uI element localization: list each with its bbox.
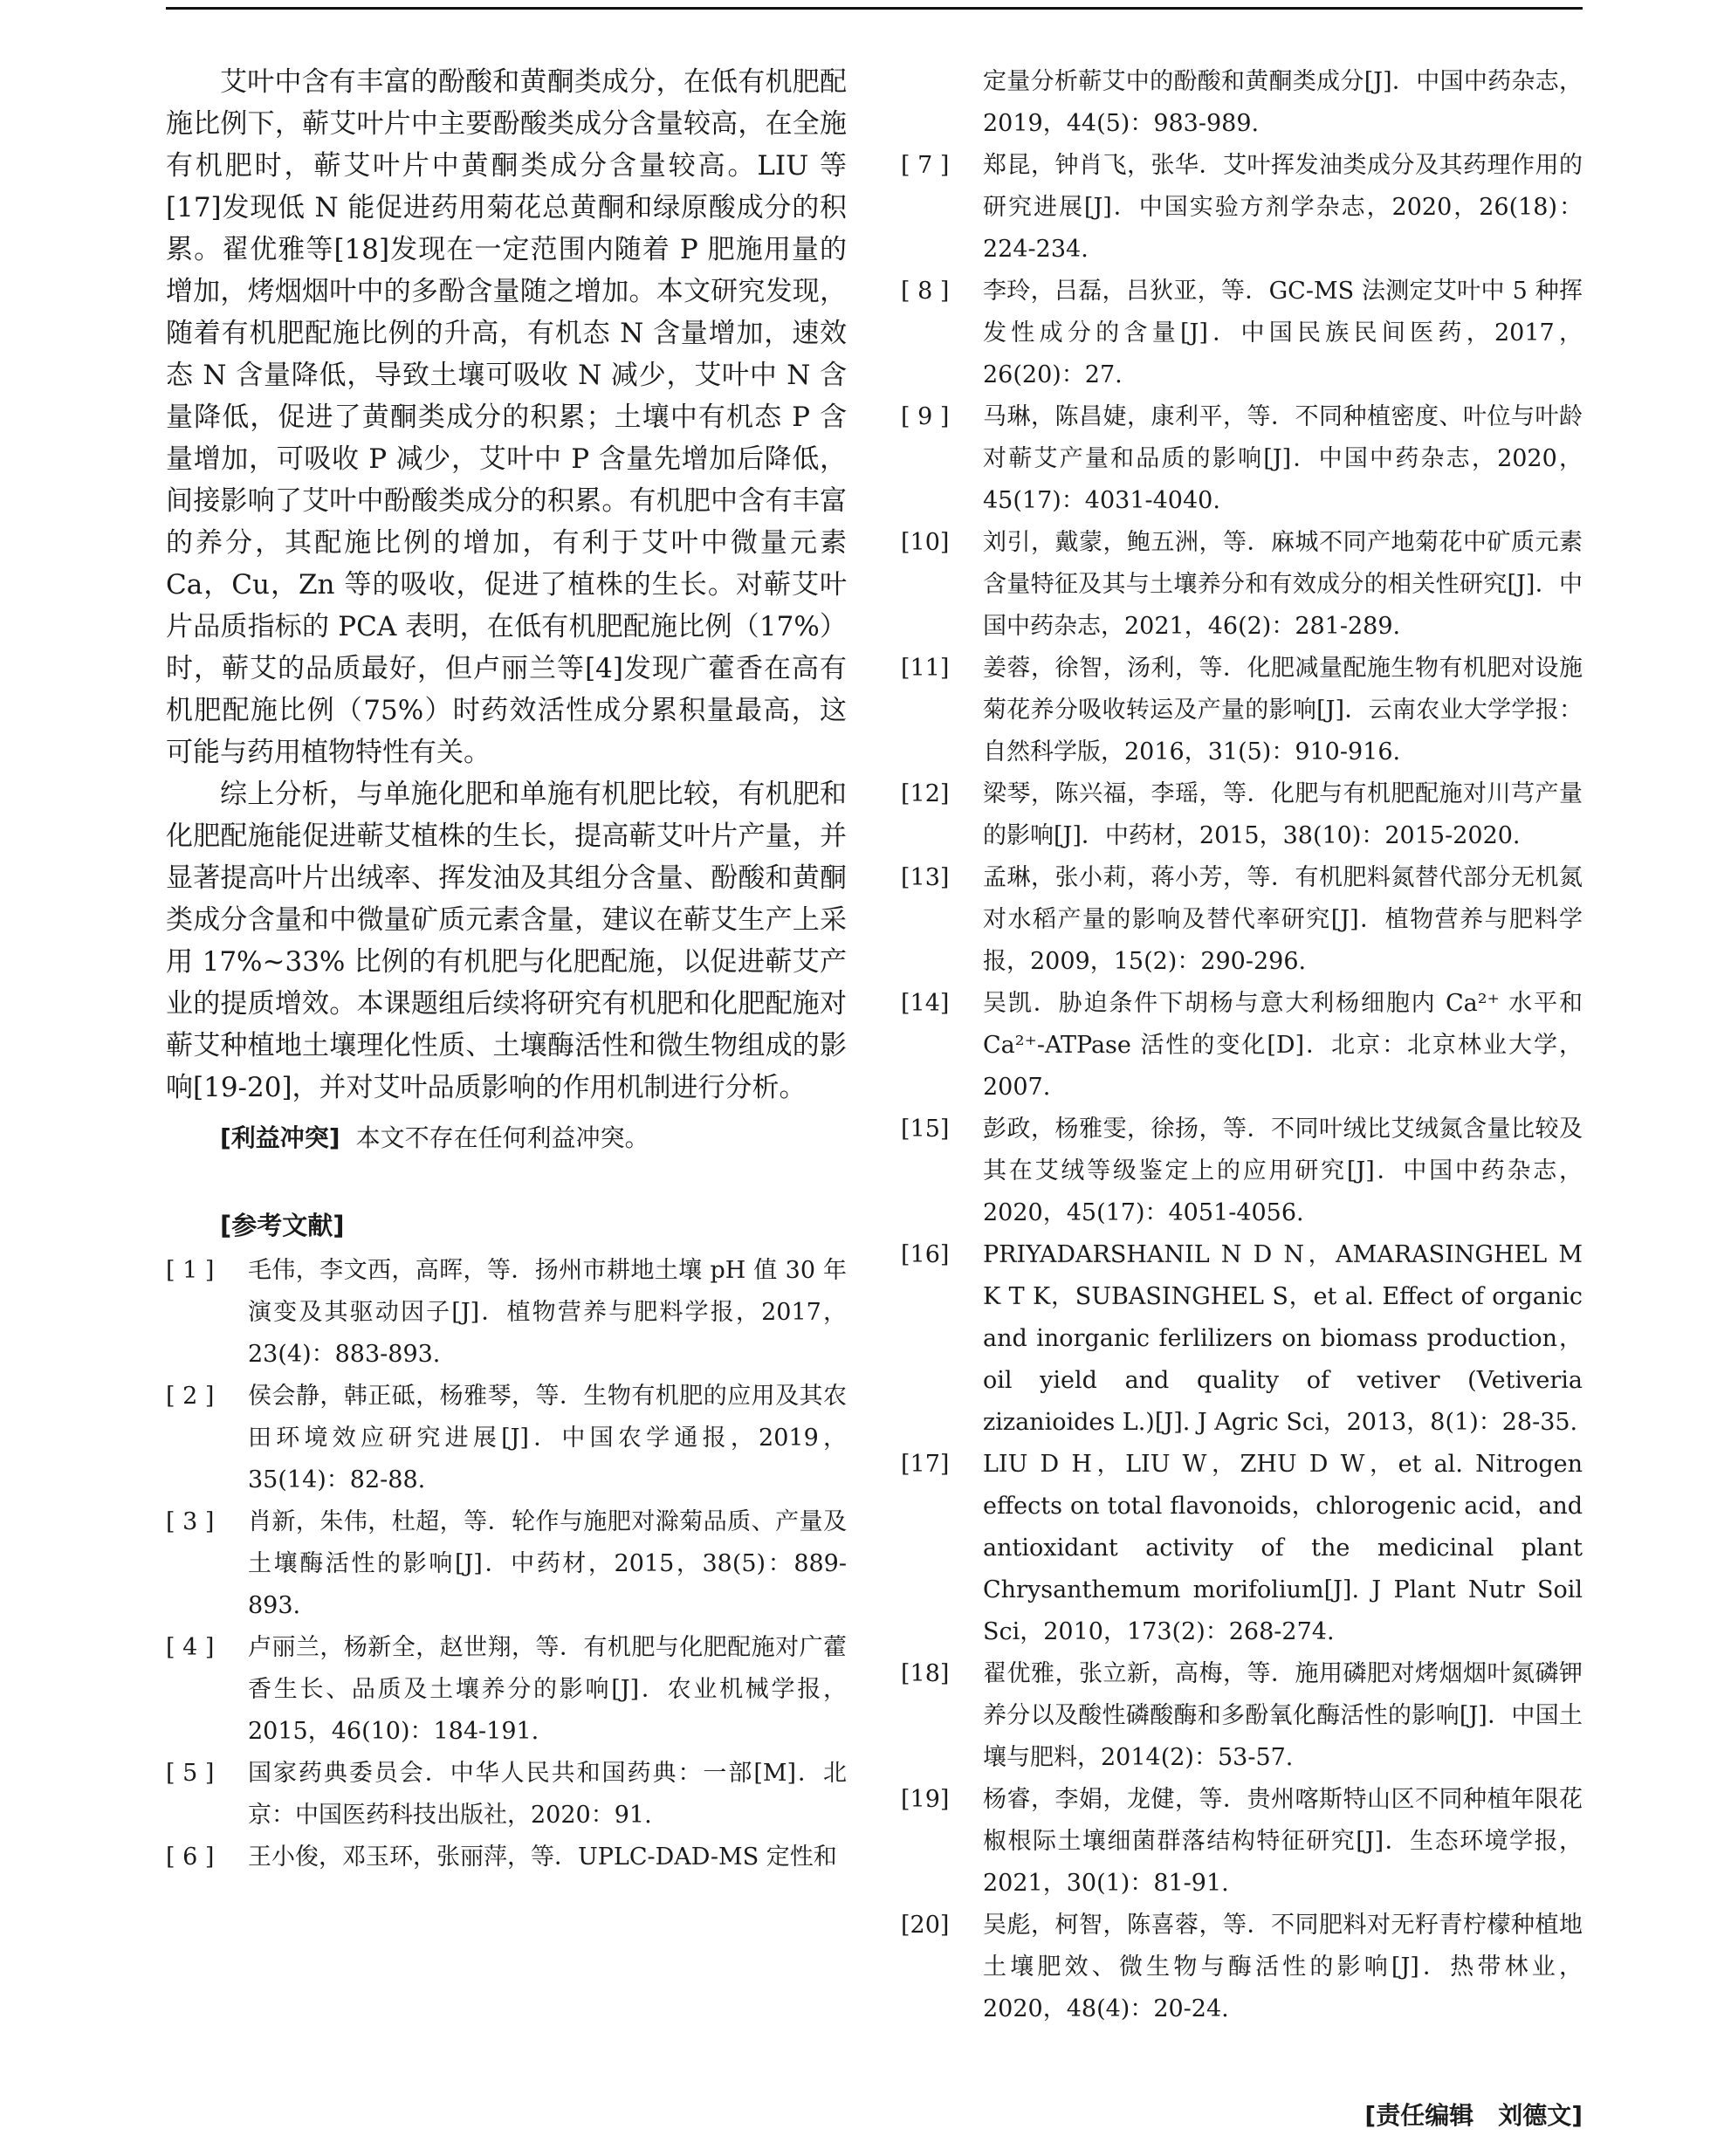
reference-text: 郑昆，钟肖飞，张华．艾叶挥发油类成分及其药理作用的研究进展[J]．中国实验方剂学杂志，2020，26(18)：224-234. [983, 152, 1583, 263]
reference-number: [15] [901, 1116, 950, 1143]
conflict-text: 本文不存在任何利益冲突。 [355, 1123, 649, 1152]
reference-item [901, 773, 1583, 857]
references-list-right [901, 61, 1583, 2030]
header-rule [166, 7, 1583, 10]
right-column [901, 61, 1583, 2030]
editor-credit: [责任编辑 刘德文] [1364, 2101, 1583, 2130]
reference-text: PRIYADARSHANIL N D N，AMARASINGHEL M K T K，SUBASINGHEL S，et al. Effect of organic and inorganic ferlilizers on biomass production，oil yield and quality of vetiver (Vetiveria zizanioides L.)[J]. J Agric Sci，2013，8(1)：28-35. [983, 1241, 1583, 1436]
reference-text: LIU D H，LIU W，ZHU D W，et al. Nitrogen effects on total flavonoids，chlorogenic acid，and antioxidant activity of the medicinal plant Chrysanthemum morifolium[J]. J Plant Nutr Soil Sci，2010，173(2)：268-274. [983, 1451, 1583, 1645]
reference-item [901, 1779, 1583, 1905]
reference-number: [ 8 ] [901, 278, 950, 305]
reference-text: 侯会静，韩正砥，杨雅琴，等．生物有机肥的应用及其农田环境效应研究进展[J]．中国农学通报，2019，35(14)：82-88. [248, 1383, 847, 1493]
reference-item [166, 1627, 847, 1753]
reference-item [166, 1376, 847, 1501]
reference-text: 毛伟，李文西，高晖，等．扬州市耕地土壤 pH 值 30 年演变及其驱动因子[J]．植物营养与肥料学报，2017，23(4)：883-893. [248, 1257, 847, 1368]
reference-item [166, 1837, 847, 1878]
reference-text: 刘引，戴蒙，鲍五洲，等．麻城不同产地菊花中矿质元素含量特征及其与土壤养分和有效成分的相关性研究[J]．中国中药杂志，2021，46(2)：281-289. [983, 529, 1583, 640]
references-list-left [166, 1250, 847, 1878]
reference-item [901, 145, 1583, 271]
references-heading: [参考文献] [220, 1211, 345, 1240]
reference-item [166, 1250, 847, 1376]
body-paragraph-1: 艾叶中含有丰富的酚酸和黄酮类成分，在低有机肥配施比例下，蕲艾叶片中主要酚酸类成分含量较高，在全施有机肥时，蕲艾叶片中黄酮类成分含量较高。LIU 等[17]发现低 N 能促进药用菊花总黄酮和绿原酸成分的积累。翟优雅等[18]发现在一定范围内随着 P 肥施用量的增加，烤烟烟叶中的多酚含量随之增加。本文研究发现，随着有机肥配施比例的升高，有机态 N 含量增加，速效态 N 含量降低，导致土壤可吸收 N 减少，艾叶中 N 含量降低，促进了黄酮类成分的积累；土壤中有机态 P 含量增加，可吸收 P 减少，艾叶中 P 含量先增加后降低，间接影响了艾叶中酚酸类成分的积累。有机肥中含有丰富的养分，其配施比例的增加，有利于艾叶中微量元素 Ca，Cu，Zn 等的吸收，促进了植株的生长。对蕲艾叶片品质指标的 PCA 表明，在低有机肥配施比例（17%）时，蕲艾的品质最好，但卢丽兰等[4]发现广藿香在高有机肥配施比例（75%）时药效活性成分累积量最高，这可能与药用植物特性有关。 [166, 66, 847, 768]
reference-number: [ 3 ] [166, 1508, 215, 1535]
reference-text: 李玲，吕磊，吕狄亚，等．GC-MS 法测定艾叶中 5 种挥发性成分的含量[J]．中国民族民间医药，2017，26(20)：27. [983, 278, 1583, 388]
reference-item [901, 1234, 1583, 1444]
reference-number: [ 7 ] [901, 152, 950, 179]
reference-number: [16] [901, 1241, 950, 1268]
reference-item [901, 1109, 1583, 1234]
reference-number: [12] [901, 780, 950, 807]
reference-text: 彭政，杨雅雯，徐扬，等．不同叶绒比艾绒氮含量比较及其在艾绒等级鉴定上的应用研究[J]．中国中药杂志，2020，45(17)：4051-4056. [983, 1116, 1583, 1226]
reference-text: 杨睿，李娟，龙健，等．贵州喀斯特山区不同种植年限花椒根际土壤细菌群落结构特征研究[J]．生态环境学报，2021，30(1)：81-91. [983, 1786, 1583, 1897]
reference-text: 翟优雅，张立新，高梅，等．施用磷肥对烤烟烟叶氮磷钾养分以及酸性磷酸酶和多酚氧化酶活性的影响[J]．中国土壤与肥料，2014(2)：53-57. [983, 1660, 1583, 1771]
reference-text: 梁琴，陈兴福，李瑶，等．化肥与有机肥配施对川芎产量的影响[J]．中药材，2015，38(10)：2015-2020. [983, 780, 1583, 849]
reference-text: 国家药典委员会．中华人民共和国药典：一部[M]．北京：中国医药科技出版社，2020：91. [248, 1760, 847, 1829]
reference-number: [ 2 ] [166, 1383, 215, 1410]
reference-item [901, 1653, 1583, 1779]
reference-text: 姜蓉，徐智，汤利，等．化肥减量配施生物有机肥对设施菊花养分吸收转运及产量的影响[J]．云南农业大学学报：自然科学版，2016，31(5)：910-916. [983, 655, 1583, 766]
reference-text: 吴凯．胁迫条件下胡杨与意大利杨细胞内 Ca²⁺ 水平和 Ca²⁺-ATPase 活性的变化[D]．北京：北京林业大学，2007. [983, 990, 1583, 1101]
reference-number: [19] [901, 1786, 950, 1813]
reference-number: [ 6 ] [166, 1844, 215, 1871]
conflict-label: [利益冲突] [220, 1123, 340, 1152]
reference-text: 马琳，陈昌婕，康利平，等．不同种植密度、叶位与叶龄对蕲艾产量和品质的影响[J]．中国中药杂志，2020，45(17)：4031-4040. [983, 403, 1583, 514]
reference-item [166, 1501, 847, 1627]
left-column [166, 61, 847, 1878]
reference-text: 吴彪，柯智，陈喜蓉，等．不同肥料对无籽青柠檬种植地土壤肥效、微生物与酶活性的影响[J]．热带林业，2020，48(4)：20-24. [983, 1912, 1583, 2022]
reference-item [901, 61, 1583, 145]
reference-text: 肖新，朱伟，杜超，等．轮作与施肥对滁菊品质、产量及土壤酶活性的影响[J]．中药材，2015，38(5)：889-893. [248, 1508, 847, 1619]
reference-text: 卢丽兰，杨新全，赵世翔，等．有机肥与化肥配施对广藿香生长、品质及土壤养分的影响[J]．农业机械学报，2015，46(10)：184-191. [248, 1634, 847, 1745]
reference-item [901, 1905, 1583, 2030]
reference-number: [18] [901, 1660, 950, 1687]
reference-item [166, 1753, 847, 1837]
reference-text: 王小俊，邓玉环，张丽萍，等．UPLC-DAD-MS 定性和 [248, 1844, 837, 1871]
reference-number: [13] [901, 864, 950, 891]
reference-number: [ 4 ] [166, 1634, 215, 1661]
reference-number: [11] [901, 655, 950, 682]
reference-number: [20] [901, 1912, 950, 1939]
reference-number: [ 9 ] [901, 403, 950, 430]
reference-item [901, 396, 1583, 522]
reference-number: [17] [901, 1451, 950, 1478]
body-paragraph-2: 综上分析，与单施化肥和单施有机肥比较，有机肥和化肥配施能促进蕲艾植株的生长，提高蕲艾叶片产量，并显著提高叶片出绒率、挥发油及其组分含量、酚酸和黄酮类成分含量和中微量矿质元素含量，建议在蕲艾生产上采用 17%~33% 比例的有机肥与化肥配施，以促进蕲艾产业的提质增效。本课题组后续将研究有机肥和化肥配施对蕲艾种植地土壤理化性质、土壤酶活性和微生物组成的影响[19-20]，并对艾叶品质影响的作用机制进行分析。 [166, 779, 847, 1103]
reference-item [901, 522, 1583, 648]
conflict-of-interest [166, 1117, 847, 1159]
reference-number: [10] [901, 529, 950, 556]
reference-item [901, 983, 1583, 1109]
reference-number: [ 1 ] [166, 1257, 215, 1284]
reference-number: [14] [901, 990, 950, 1017]
reference-item [901, 271, 1583, 396]
reference-item [901, 1444, 1583, 1653]
reference-item [901, 648, 1583, 773]
reference-number: [ 5 ] [166, 1760, 215, 1787]
reference-item [901, 857, 1583, 983]
reference-text: 定量分析蕲艾中的酚酸和黄酮类成分[J]．中国中药杂志，2019，44(5)：983-989. [983, 68, 1583, 137]
reference-text: 孟琳，张小莉，蒋小芳，等．有机肥料氮替代部分无机氮对水稻产量的影响及替代率研究[J]．植物营养与肥料学报，2009，15(2)：290-296. [983, 864, 1583, 975]
